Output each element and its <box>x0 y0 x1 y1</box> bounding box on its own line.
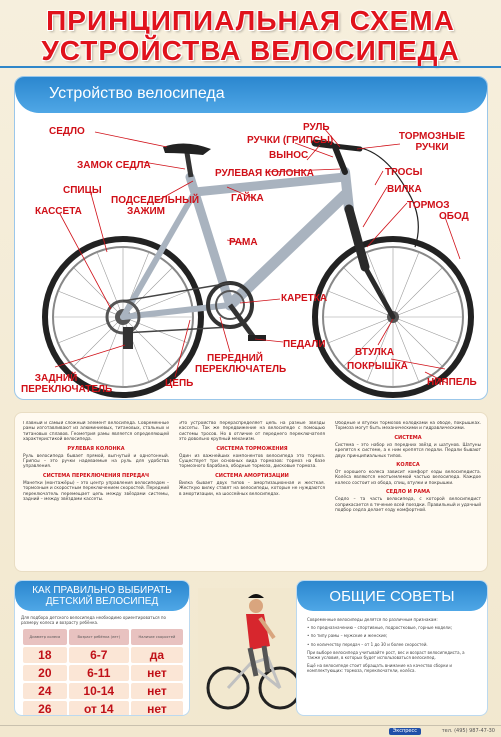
paragraph: Один из важнейших компонентов велосипеда это тормоз. Существует три основных вида тормозов: тормоз на базе тормозного барабана, ободные тормоза, дисковые тормоза. <box>179 453 325 470</box>
table-cell: 26 <box>23 701 67 716</box>
saddle <box>163 143 211 155</box>
label-stem: ВЫНОС <box>269 150 309 161</box>
kids-bike-header <box>15 581 189 611</box>
description-column-3 <box>335 421 481 569</box>
table-cell: нет <box>131 665 183 681</box>
label-pedals: ПЕДАЛИ <box>283 339 326 350</box>
bottom-section <box>14 580 488 716</box>
label-grips: РУЧКИ (ГРИПСЫ) <box>247 135 334 146</box>
kids-bike-table <box>21 627 185 716</box>
label-rear-derailleur: ЗАДНИЙ ПЕРЕКЛЮЧАТЕЛЬ <box>21 373 113 395</box>
label-rim: ОБОД <box>439 211 469 222</box>
label-spokes: СПИЦЫ <box>63 185 102 196</box>
label-hub: ВТУЛКА <box>355 347 395 358</box>
table-cell: от 14 <box>69 701 129 716</box>
general-advice-panel <box>296 580 488 716</box>
label-chain: ЦЕПЬ <box>165 378 194 389</box>
table-cell: 6-11 <box>69 665 129 681</box>
label-frame: РАМА <box>229 237 258 248</box>
section-heading: СИСТЕМА ТОРМОЖЕНИЯ <box>216 445 288 452</box>
section-heading: СИСТЕМА ПЕРЕКЛЮЧЕНИЯ ПЕРЕДАЧ <box>42 472 150 479</box>
kids-bike-panel <box>14 580 190 716</box>
section-heading: СЕДЛО И РАМА <box>386 489 430 496</box>
title-divider <box>0 66 501 68</box>
paragraph: Система – это набор из передних звёзд и шатунов. Шатуны крепятся к системе, а к ним крепятся педали. Педали бывают двух принципиальных типов. <box>335 442 481 459</box>
paragraph: Ободные и втулки тормозов колодками на ободе, покрышках. Тормоза могут быть механическими и гидравлическими. <box>335 421 481 432</box>
paragraph: Это устройство перераспределяет цепь на разные звёзды кассеты. Так же передвижение на велосипеде с помощью системы тросов. Но в отличие от переднего переключателя это довольно крупный механизм. <box>179 421 325 443</box>
label-saddle-lock: ЗАМОК СЕДЛА <box>77 160 151 171</box>
title-line-1: ПРИНЦИПИАЛЬНАЯ СХЕМА <box>46 5 455 36</box>
label-crank: КАРЕТКА <box>281 293 328 304</box>
section-heading: КОЛЕСА <box>396 462 420 469</box>
publisher-phone: тел. (495) 987-47-30 <box>441 728 495 734</box>
section-heading: СИСТЕМА <box>394 434 422 441</box>
kids-bike-note: Для подбора детского велосипеда необходимо ориентироваться по размеру колеса и возрасту ребёнка. <box>21 615 166 625</box>
cyclist-photo <box>198 588 306 716</box>
column-header: Диаметр колеса <box>23 629 67 645</box>
publisher-logo: Экспресс <box>389 728 421 735</box>
paragraph: Главный и самый сложный элемент велосипеда. Современные рамы изготавливают из алюминиевых, титановых, стальных и титановых сплавов. Геометрия рамы является определяющей характеристикой велосипеда. <box>23 421 169 443</box>
label-brake-levers: ТОРМОЗНЫЕ РУЧКИ <box>398 131 466 153</box>
label-tire: ПОКРЫШКА <box>347 361 408 372</box>
paragraph: • по типу рамы – мужские и женские; <box>307 633 388 639</box>
general-advice-body <box>307 617 479 677</box>
footer <box>0 725 501 737</box>
paragraph: Седло – та часть велосипеда, с которой велосипедист соприкасается в течение всей поездки. Правильный и удачный подбор седла делает езду комфортной. <box>335 497 481 514</box>
general-advice-header <box>297 581 487 611</box>
label-seatpost-clamp: ПОДСЕДЕЛЬНЫЙ ЗАЖИМ <box>111 195 200 217</box>
label-cables: ТРОСЫ <box>385 167 423 178</box>
column-header: Возраст ребёнка (лет) <box>69 629 129 645</box>
table-cell: 18 <box>23 647 67 663</box>
table-cell: нет <box>131 701 183 716</box>
label-nut: ГАЙКА <box>231 193 264 204</box>
paragraph: При выборе велосипеда учитывайте рост, вес и возраст велосипедиста, а также условия, в которых будет использоваться велосипед. <box>307 649 465 661</box>
table-cell: 20 <box>23 665 67 681</box>
section-heading: СИСТЕМА АМОРТИЗАЦИИ <box>215 472 289 479</box>
paragraph: Манетки (монтажёры) – это центр управления велосипедом – тормозным и скоростным переключением скоростей. Передний переключатель перемещает цепь между звёздами системы, задний – между звёздами кассеты. <box>23 480 169 503</box>
label-handlebar: РУЛЬ <box>303 122 330 133</box>
paragraph: Руль велосипеда бывает прямой, выгнутый и однотонный. Грипсы – это ручки надеваемые на руль для удобства управления. <box>23 453 169 470</box>
table-row <box>23 683 183 699</box>
table-cell: да <box>131 647 183 663</box>
column-header: Наличие скоростей <box>131 629 183 645</box>
label-front-derailleur: ПЕРЕДНИЙ ПЕРЕКЛЮЧАТЕЛЬ <box>195 353 287 375</box>
paragraph: От хорошего колеса зависит комфорт езды велосипедиста. Колёса являются неотъемлемой частью велосипеда. Каждое колесо состоит из обода, спиц, втулки и покрышки. <box>335 470 481 486</box>
paragraph: Вилка бывает двух типов – амортизационная и жесткая. Жесткую вилку ставят на велосипеды, которые не нуждаются в амортизации, на шоссейных велосипедах. <box>179 480 325 497</box>
section-heading: РУЛЕВАЯ КОЛОНКА <box>67 445 125 452</box>
label-cassette: КАССЕТА <box>35 206 82 217</box>
label-fork: ВИЛКА <box>387 184 422 195</box>
description-panel <box>14 412 488 572</box>
paragraph: • по количеству передач – от 1 до 30 и более скоростей. <box>307 641 428 647</box>
label-brake: ТОРМОЗ <box>407 200 450 211</box>
kids-bike-title: КАК ПРАВИЛЬНО ВЫБИРАТЬ ДЕТСКИЙ ВЕЛОСИПЕД <box>32 585 172 607</box>
bike-diagram-panel <box>14 76 488 400</box>
table-cell: 24 <box>23 683 67 699</box>
table-row <box>23 665 183 681</box>
table-cell: нет <box>131 683 183 699</box>
table-row <box>23 647 183 663</box>
paragraph: • по предназначению – спортивные, подростковые, горные модели; <box>307 625 452 631</box>
description-column-1 <box>23 421 169 569</box>
general-advice-title: ОБЩИЕ СОВЕТЫ <box>329 588 455 605</box>
paragraph: Ещё на велосипеде стоит обращать внимание на качество сборки и комплектующих: тормоза, переключатели, колёса. <box>307 663 452 674</box>
paragraph: Современные велосипеды делятся по различным признакам: <box>307 617 438 622</box>
table-cell: 10-14 <box>69 683 129 699</box>
description-column-2 <box>179 421 325 569</box>
table-row <box>23 701 183 716</box>
label-saddle: СЕДЛО <box>49 126 85 137</box>
label-headset: РУЛЕВАЯ КОЛОНКА <box>215 168 314 179</box>
table-cell: 6-7 <box>69 647 129 663</box>
bike-diagram-title: Устройство велосипеда <box>49 85 225 102</box>
label-nipple: НИППЕЛЬ <box>427 377 477 388</box>
title-line-2: УСТРОЙСТВА ВЕЛОСИПЕДА <box>41 35 460 66</box>
